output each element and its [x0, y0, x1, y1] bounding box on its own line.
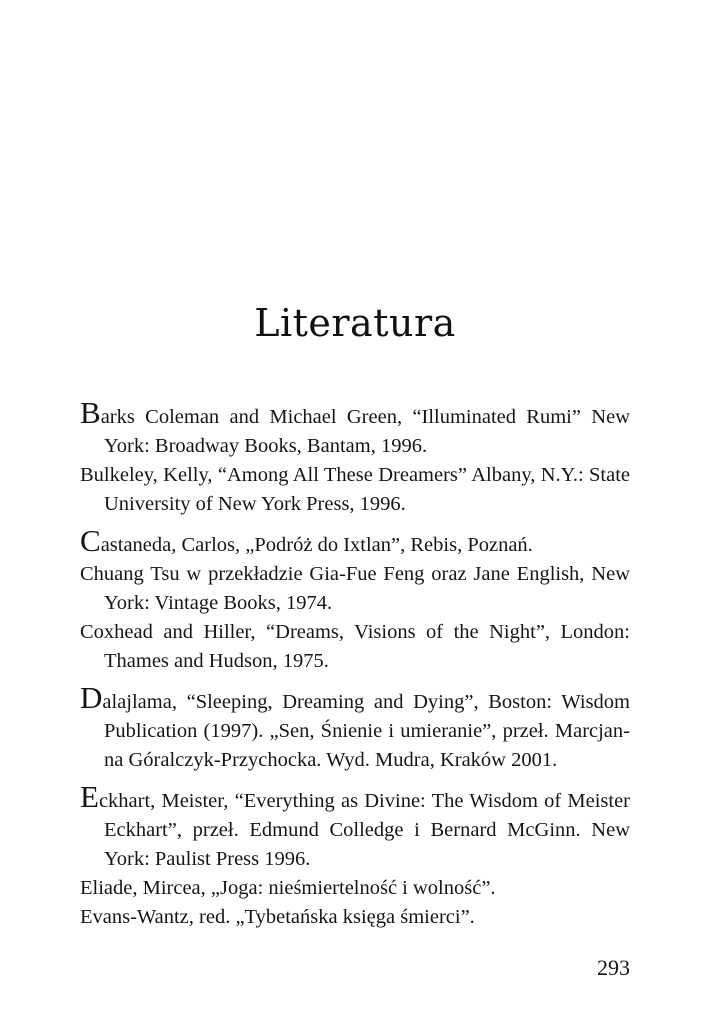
bibliography-entry: [80, 680, 630, 775]
bibliography-group-d: [80, 680, 630, 775]
bibliography-entry: [80, 523, 630, 560]
bibliography-group-e: [80, 779, 630, 932]
bibliography-list: [80, 395, 630, 932]
entry-text: Eliade, Mircea, „Joga: nieśmiertelność i wolność”.: [80, 877, 496, 899]
entry-initial-letter: B: [80, 395, 101, 430]
bibliography-entry: [80, 903, 630, 932]
entry-initial-letter: E: [80, 779, 99, 814]
page-number: 293: [597, 955, 630, 980]
entry-text: arks Coleman and Michael Green, “Illuminated Rumi” New York: Broadway Books, Bantam, 1996.: [100, 406, 630, 457]
entry-text: astaneda, Carlos, „Podróż do Ixtlan”, Rebis, Poznań.: [100, 534, 533, 556]
entry-text: Evans-Wantz, red. „Tybetańska księga śmierci”.: [80, 906, 475, 928]
entry-text: Coxhead and Hiller, “Dreams, Visions of the Night”, London: Thames and Hudson, 1975.: [80, 621, 630, 672]
bibliography-entry: [80, 779, 630, 874]
entry-initial-letter: C: [80, 523, 101, 558]
bibliography-entry: [80, 618, 630, 676]
bibliography-group-b: [80, 395, 630, 519]
entry-text: ckhart, Meister, “Everything as Divine: The Wisdom of Meister Eckhart”, przeł. Edmund Colledge i Bernard McGinn. New York: Paulist Press 1996.: [98, 790, 630, 870]
entry-text: Bulkeley, Kelly, “Among All These Dreamers” Albany, N.Y.: State University of New York Press, 1996.: [80, 464, 630, 515]
bibliography-entry: [80, 874, 630, 903]
entry-initial-letter: D: [80, 680, 103, 715]
bibliography-group-c: [80, 523, 630, 676]
chapter-title: Literatura: [254, 301, 456, 345]
entry-text: alajlama, “Sleeping, Dreaming and Dying”, Boston: Wisdom Publication (1997). „Sen, Śnienie i umieranie”, przeł. Marcjanna Góralczyk-Przychocka. Wyd. Mudra, Kraków 2001.: [102, 691, 630, 771]
bibliography-entry: [80, 560, 630, 618]
bibliography-entry: [80, 461, 630, 519]
entry-text: Chuang Tsu w przekładzie Gia-Fue Feng oraz Jane English, New York: Vintage Books, 1974.: [80, 563, 630, 614]
bibliography-entry: [80, 395, 630, 461]
